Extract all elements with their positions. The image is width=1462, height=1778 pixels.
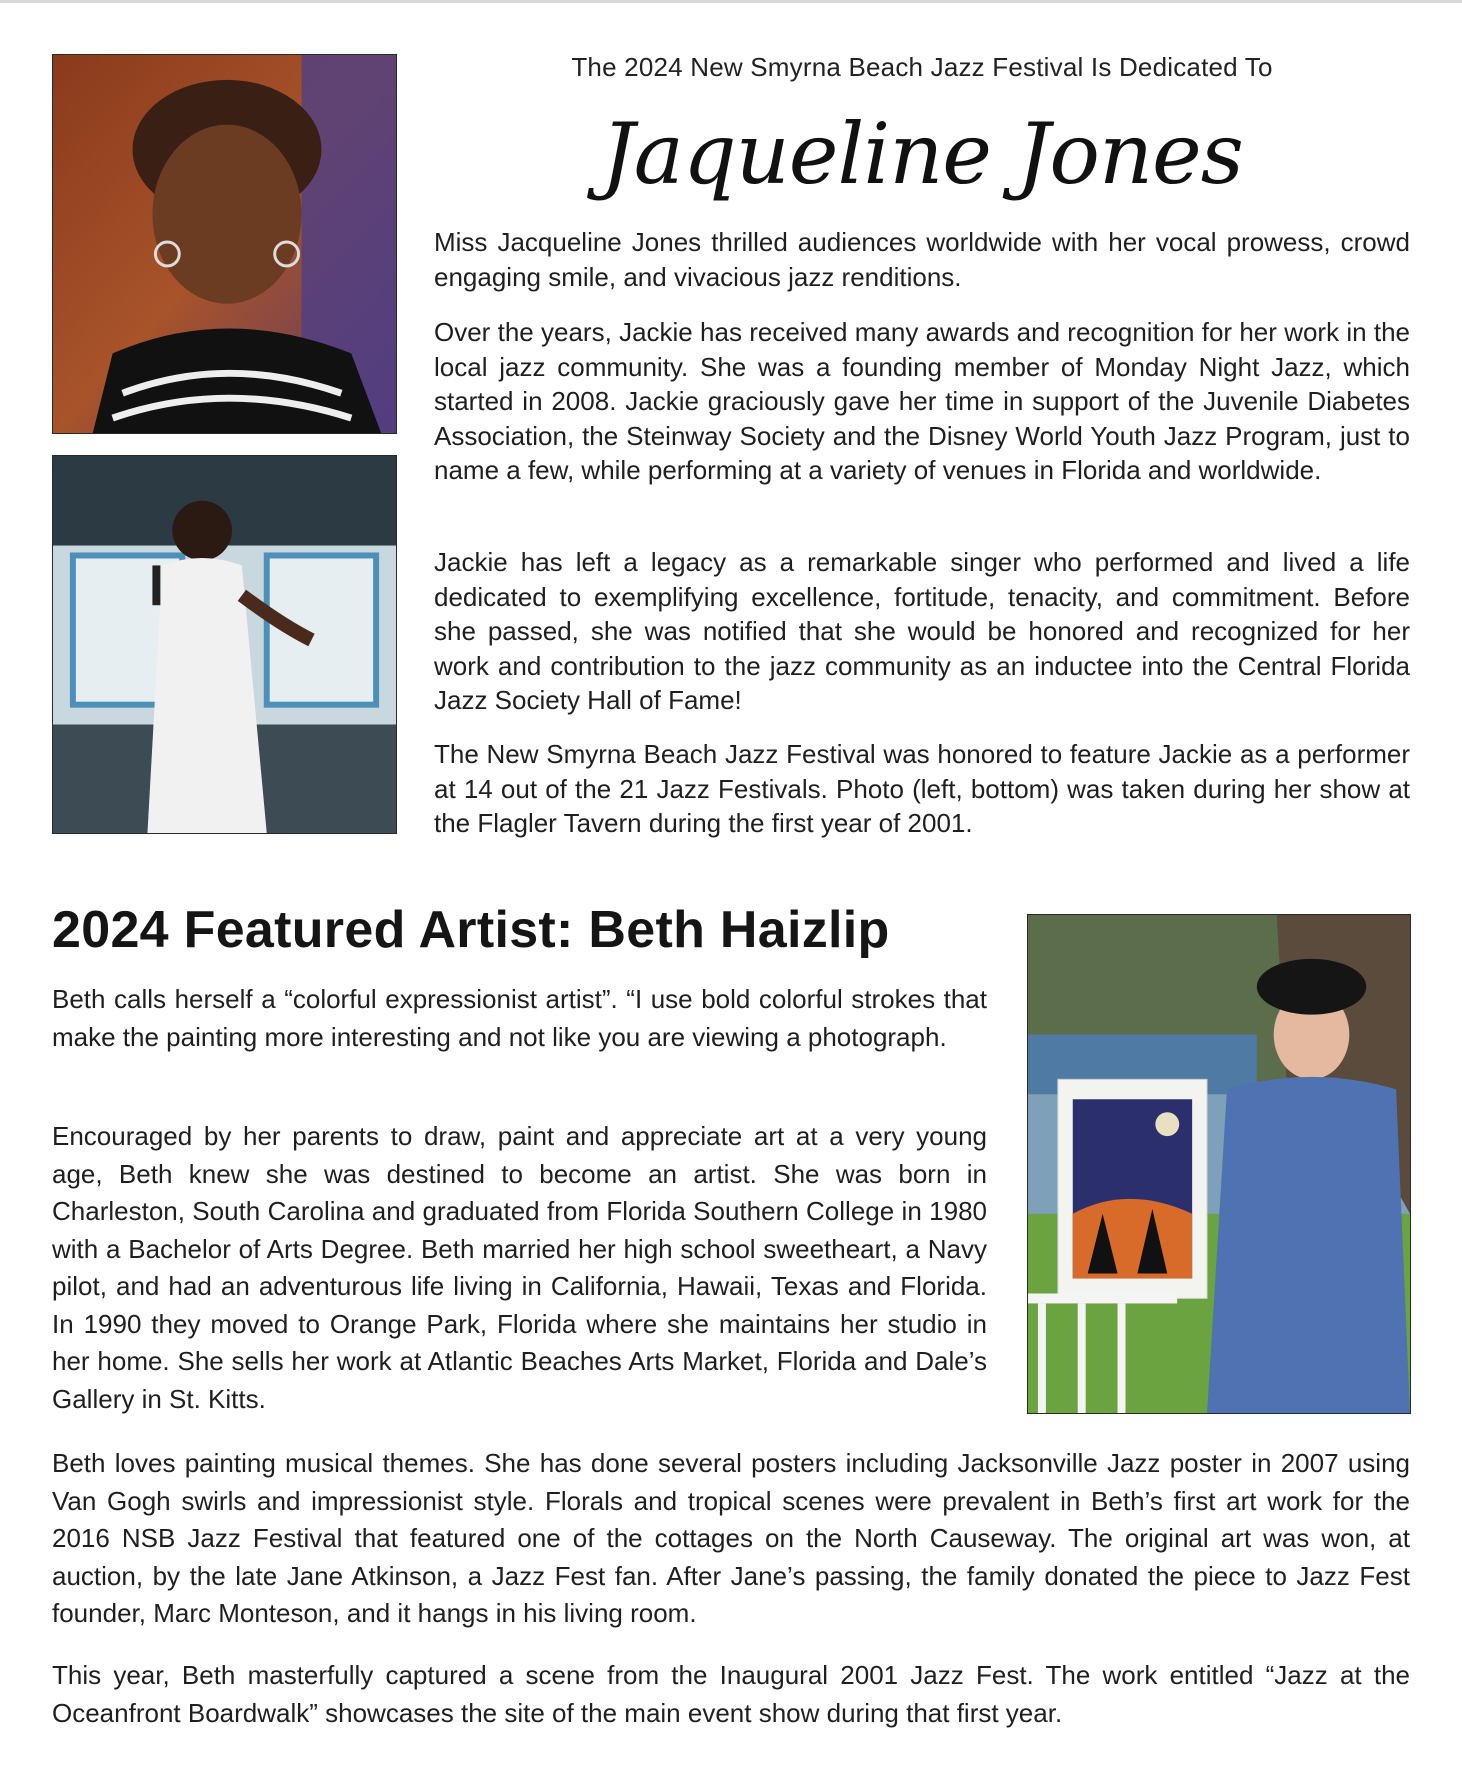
dedication-paragraph: Jackie has left a legacy as a remarkable singer who performed and lived a life dedicated to exemplifying excellence, fortitude, tenacity, and commitment. Before she passed, she was notified that she would be honored and recognized for her work and contribution to the jazz community as an inductee into the Central Florida Jazz Society Hall of Fame! xyxy=(434,547,1410,716)
featured-paragraph: Encouraged by her parents to draw, paint and appreciate art at a very young age, Beth knew she was destined to become an artist. She was born in Charleston, South Carolina and graduated from Florida Southern College in 1980 with a Bachelor of Arts Degree. Beth married her high school sweetheart, a Navy pilot, and had an adventurous life living in California, Hawaii, Texas and Florida. In 1990 they moved to Orange Park, Florida where she maintains her studio in her home. She sells her work at Atlantic Beaches Arts Market, Florida and Dale’s Gallery in St. Kitts. xyxy=(52,1121,987,1414)
featured-paragraph: Beth calls herself a “colorful expressionist artist”. “I use bold colorful strokes that make the painting more interesting and not like you are viewing a photograph. xyxy=(52,984,987,1052)
honoree-name: Jaqueline Jones xyxy=(601,105,1243,203)
stage-performance-photo xyxy=(52,455,397,834)
dedication-heading: The 2024 New Smyrna Beach Jazz Festival Is Dedicated To xyxy=(571,52,1273,82)
top-border xyxy=(0,0,1462,3)
artist-with-painting-photo xyxy=(1027,914,1411,1414)
dedication-paragraph: Miss Jacqueline Jones thrilled audiences worldwide with her vocal prowess, crowd engaging smile, and vivacious jazz renditions. xyxy=(434,227,1410,292)
featured-paragraph: This year, Beth masterfully captured a scene from the Inaugural 2001 Jazz Fest. The work entitled “Jazz at the Oceanfront Boardwalk” showcases the site of the main event show during that first year. xyxy=(52,1660,1410,1728)
featured-paragraph: Beth loves painting musical themes. She has done several posters including Jacksonville Jazz poster in 2007 using Van Gogh swirls and impressionist style. Florals and tropical scenes were prevalent in Beth’s first art work for the 2016 NSB Jazz Festival that featured one of the cottages on the North Causeway. The original art was won, at auction, by the late Jane Atkinson, a Jazz Fest fan. After Jane’s passing, the family donated the piece to Jazz Fest founder, Marc Monteson, and it hangs in his living room. xyxy=(52,1448,1410,1628)
featured-artist-title: 2024 Featured Artist: Beth Haizlip xyxy=(52,901,890,959)
dedication-paragraph: Over the years, Jackie has received many awards and recognition for her work in the local jazz community. She was a founding member of Monday Night Jazz, which started in 2008. Jackie graciously gave her time in support of the Juvenile Diabetes Association, the Steinway Society and the Disney World Youth Jazz Program, just to name a few, while performing at a variety of venues in Florida and worldwide. xyxy=(434,317,1410,486)
portrait-photo xyxy=(52,54,397,434)
dedication-paragraph: The New Smyrna Beach Jazz Festival was honored to feature Jackie as a performer at 14 out of the 21 Jazz Festivals. Photo (left, bottom) was taken during her show at the Flagler Tavern during the first year of 2001. xyxy=(434,739,1410,839)
